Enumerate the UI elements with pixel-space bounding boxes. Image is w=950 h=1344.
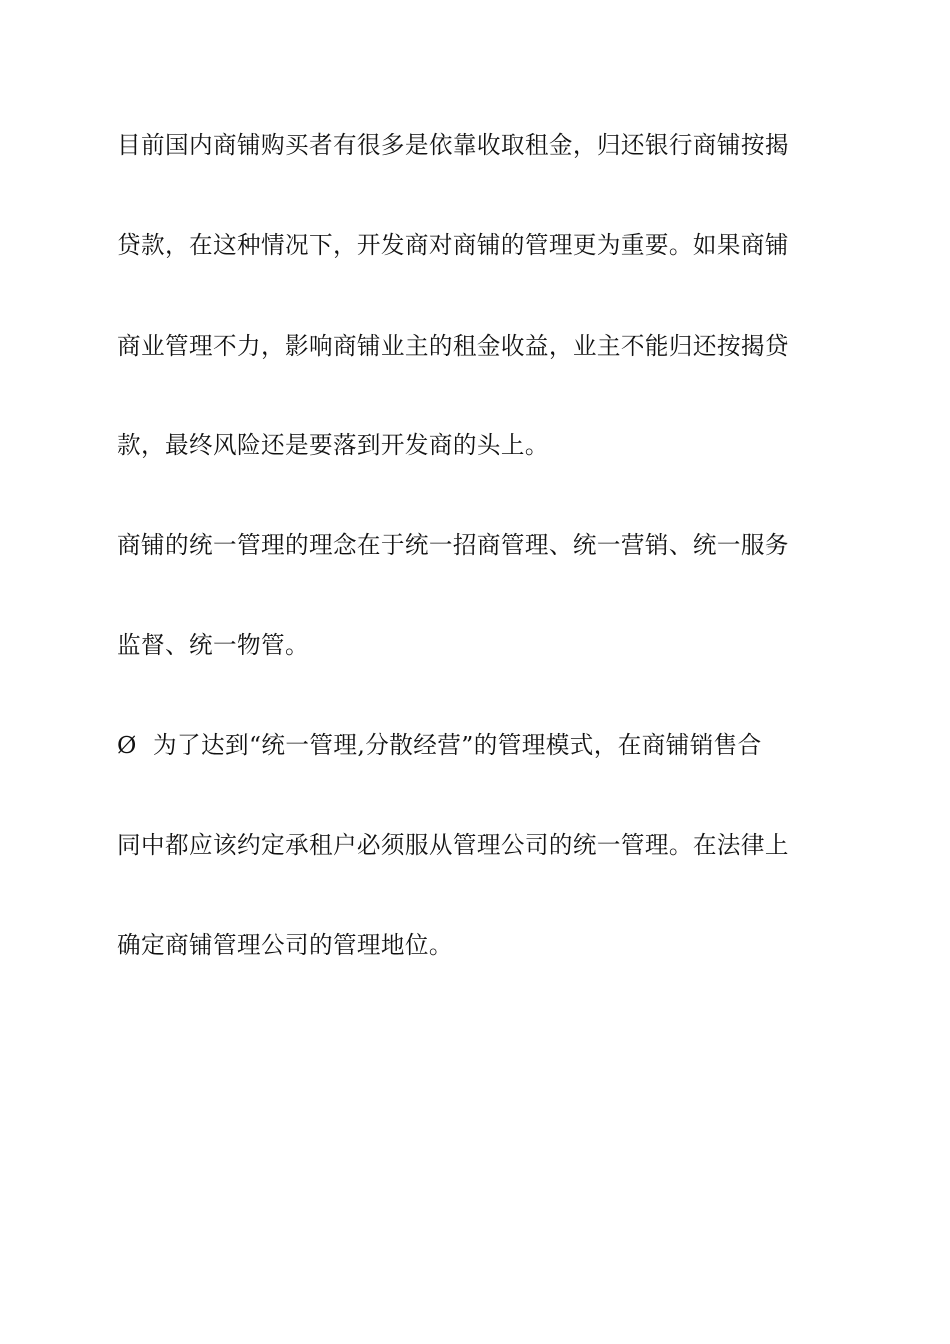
- paragraph-1-line-1: 目前国内商铺购买者有很多是依靠收取租金，归还银行商铺按揭: [117, 131, 789, 159]
- paragraph-3-line-1: [117, 730, 833, 760]
- bullet-marker: Ø: [117, 731, 137, 759]
- paragraph-3-line-2: 同中都应该约定承租户必须服从管理公司的统一管理。在法律上: [117, 831, 789, 859]
- paragraph-1-line-2: 贷款，在这种情况下，开发商对商铺的管理更为重要。如果商铺: [117, 231, 789, 259]
- paragraph-3-line-1-text: 为了达到“统一管理,分散经营”的管理模式，在商铺销售合: [153, 731, 762, 759]
- paragraph-3-line-3: 确定商铺管理公司的管理地位。: [117, 931, 453, 959]
- paragraph-2-line-2: 监督、统一物管。: [117, 631, 309, 659]
- paragraph-2-line-1: 商铺的统一管理的理念在于统一招商管理、统一营销、统一服务: [117, 531, 789, 559]
- paragraph-1-line-3: 商业管理不力，影响商铺业主的租金收益，业主不能归还按揭贷: [117, 332, 789, 360]
- paragraph-1-line-4: 款，最终风险还是要落到开发商的头上。: [117, 431, 549, 459]
